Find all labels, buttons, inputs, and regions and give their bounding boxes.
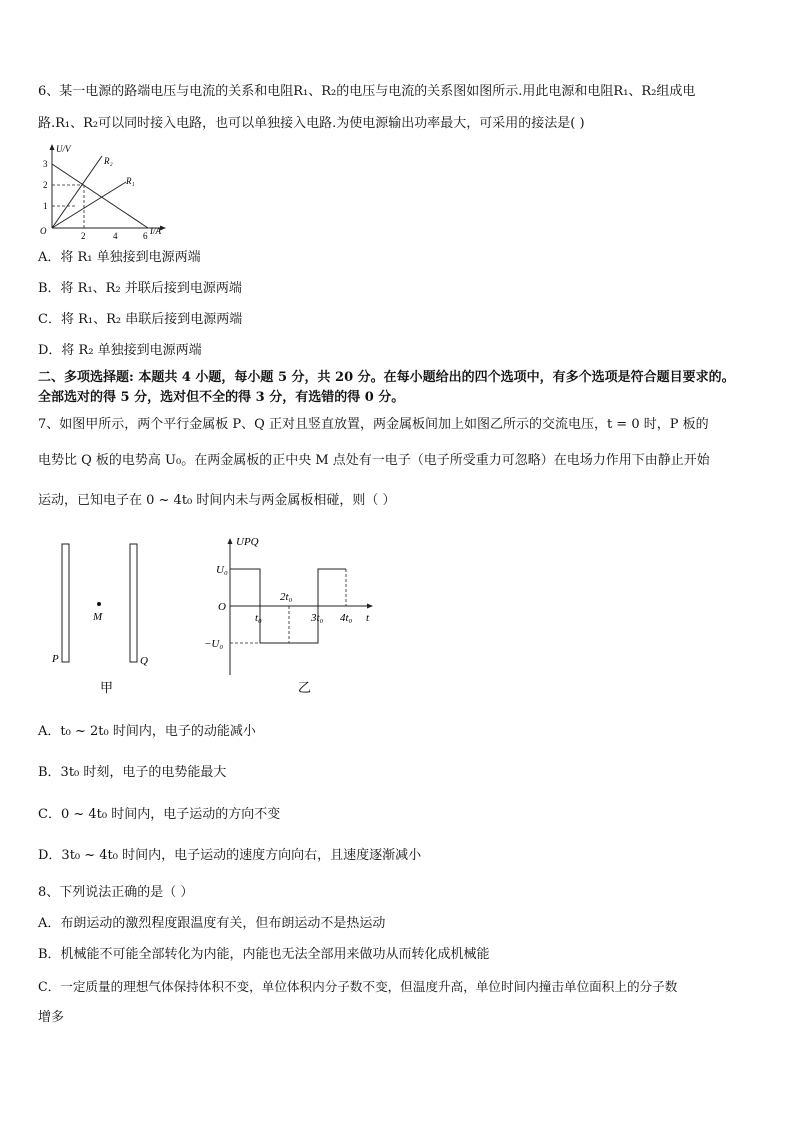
point-m [97,602,101,606]
yi-tick: t₀ [255,612,262,624]
yi-tick: 2t₀ [280,591,293,603]
caption-jia: 甲 [100,680,114,695]
q6-stem-line1: 6、某一电源的路端电压与电流的关系和电阻R₁、R₂的电压与电流的关系图如图所示.用此电源和电阻R₁、R₂组成电 [38,84,696,99]
source-line [52,164,148,228]
q8-option-b: B．机械能不可能全部转化为内能，内能也无法全部用来做功从而转化成机械能 [38,947,490,962]
yi-t-label: t [366,612,370,624]
yi-y-axis-label: UPQ [236,536,259,548]
q8-option-c: C．一定质量的理想气体保持体积不变，单位体积内分子数不变，但温度升高，单位时间内撞击单位面积上的分子数 [38,979,678,994]
section2-heading: 二、多项选择题: 本题共 4 小题，每小题 5 分，共 20 分。在每小题给出的四个选项中，有多个选项是符合题目要求的。 [38,370,735,385]
q6-option-a: A．将 R₁ 单独接到电源两端 [38,250,201,265]
label-p: P [52,653,59,665]
caption-yi: 乙 [298,680,312,695]
yi-u-neg: −U₀ [204,638,224,650]
plate-q [130,544,137,662]
q6-option-b: B．将 R₁、R₂ 并联后接到电源两端 [38,281,242,296]
q6-x-axis-label: I/A [150,226,161,236]
q7-stem-line3: 运动，已知电子在 0 ~ 4t₀ 时间内未与两金属板相碰，则（ ） [38,493,396,508]
q8-option-a: A．布朗运动的激烈程度跟温度有关，但布朗运动不是热运动 [38,916,386,931]
q8-stem: 8、下列说法正确的是（ ） [38,885,194,900]
q6-x-tick: 4 [113,231,118,241]
label-m: M [93,611,103,623]
yi-origin: O [218,601,226,613]
q6-graph [38,142,168,241]
q6-y-tick: 2 [43,180,48,190]
q7-fig-yi [200,535,380,700]
q7-option-a: A．t₀ ~ 2t₀ 时间内，电子的动能减小 [38,724,256,739]
q6-origin-label: O [40,226,47,236]
q7-option-d: D．3t₀ ~ 4t₀ 时间内，电子运动的速度方向向右，且速度逐渐减小 [38,848,422,863]
q6-r2-label: R₂ [104,156,113,166]
q7-option-b: B．3t₀ 时刻，电子的电势能最大 [38,765,227,780]
yi-u-pos: U₀ [216,564,228,576]
section2-heading-cont: 全部选对的得 5 分，选对但不全的得 3 分，有选错的得 0 分。 [38,390,405,405]
q8-option-c-cont: 增多 [38,1010,65,1025]
q6-x-tick: 6 [143,231,148,241]
q6-option-c: C．将 R₁、R₂ 串联后接到电源两端 [38,312,243,327]
q7-option-c: C．0 ~ 4t₀ 时间内，电子运动的方向不变 [38,807,281,822]
q6-y-axis-label: U/V [56,144,71,154]
q6-option-d: D．将 R₂ 单独接到电源两端 [38,343,202,358]
q6-y-tick: 3 [43,159,48,169]
q6-x-tick: 2 [81,231,86,241]
plate-p [62,544,69,662]
label-q: Q [140,655,148,667]
q6-y-tick: 1 [43,201,48,211]
q7-stem-line1: 7、如图甲所示，两个平行金属板 P、Q 正对且竖直放置，两金属板间加上如图乙所示的交流电压，t = 0 时，P 板的 [38,417,709,432]
q6-r1-label: R₁ [126,176,135,186]
q7-fig-jia [40,540,170,700]
yi-tick: 4t₀ [340,612,353,624]
yi-tick: 3t₀ [311,612,324,624]
q7-stem-line2: 电势比 Q 板的电势高 U₀。在两金属板的正中央 M 点处有一电子（电子所受重力可忽略）在电场力作用下由静止开始 [38,453,710,468]
q6-stem-line2: 路.R₁、R₂可以同时接入电路，也可以单独接入电路.为使电源输出功率最大，可采用的接法是( ) [38,116,585,131]
